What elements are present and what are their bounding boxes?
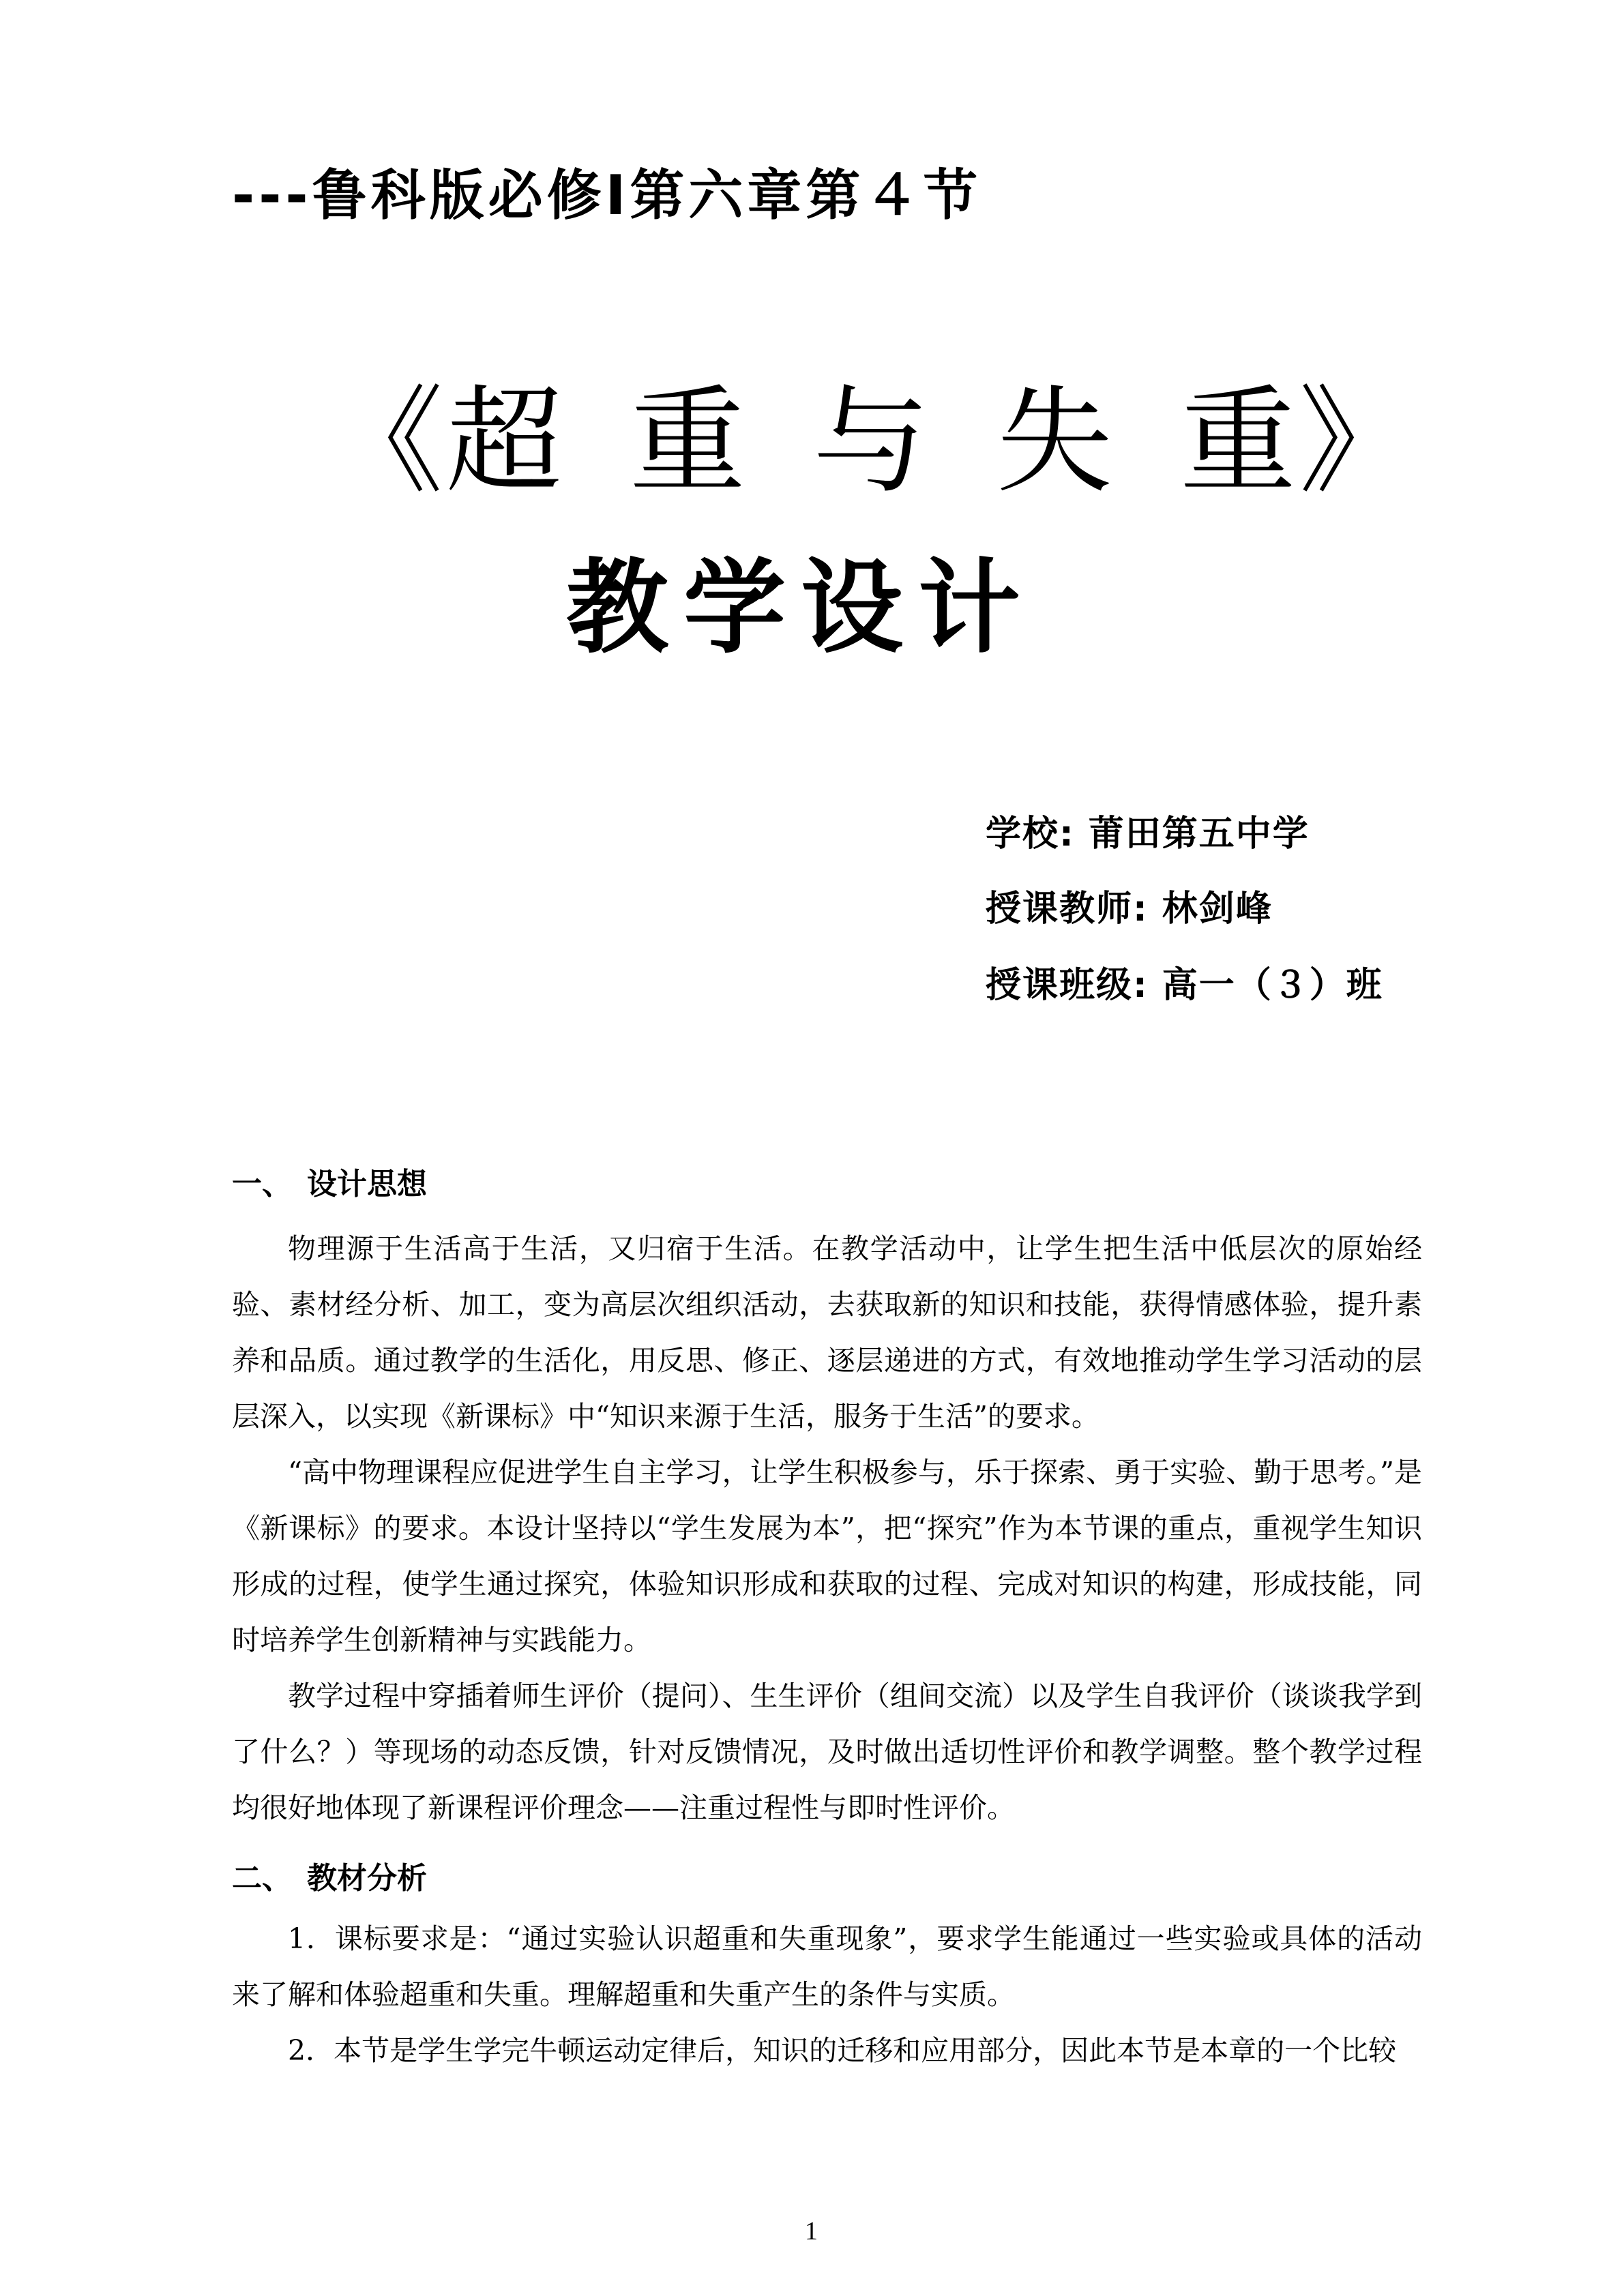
section-heading-textbook-analysis [232, 1853, 427, 1897]
section-heading-design-thinking [232, 1159, 427, 1203]
info-value: 林剑峰 [1162, 889, 1273, 929]
info-label: 授课教师: [986, 889, 1149, 929]
section-number: 一、 [232, 1167, 292, 1202]
info-value: 莆田第五中学 [1088, 814, 1310, 854]
title-char: 重 [630, 374, 749, 509]
page-number: 1 [805, 2217, 818, 2246]
info-label: 学校: [986, 814, 1075, 854]
paragraph: 1．课标要求是：“通过实验认识超重和失重现象”，要求学生能通过一些实验或具体的活动来了解和体验超重和失重。理解超重和失重产生的条件与实质。 [232, 1922, 1422, 2011]
info-label: 授课班级: [986, 965, 1149, 1006]
info-teacher [986, 880, 1273, 931]
paragraph: 2．本节是学生学完牛顿运动定律后，知识的迁移和应用部分，因此本节是本章的一个比较 [288, 2034, 1397, 2067]
info-school [986, 805, 1310, 856]
title-char: 与 [813, 374, 932, 509]
info-class [986, 956, 1383, 1007]
section-body-design-thinking [232, 1221, 1422, 1836]
section-body-textbook-analysis [232, 1911, 1422, 2078]
design-title: 教学设计 [566, 548, 1036, 668]
section-title: 设计思想 [307, 1167, 427, 1202]
paragraph: “高中物理课程应促进学生自主学习，让学生积极参与，乐于探索、勇于实验、勤于思考。”是《新课标》的要求。本设计坚持以“学生发展为本”，把“探究”作为本节课的重点，重视学生知识形成的过程，使学生通过探究，体验知识形成和获取的过程、完成对知识的构建，形成技能，同时培养学生创新精神与实践能力。 [232, 1456, 1422, 1656]
section-title: 教材分析 [307, 1861, 427, 1896]
document-title [327, 348, 1417, 515]
paragraph: 物理源于生活高于生活，又归宿于生活。在教学活动中，让学生把生活中低层次的原始经验、素材经分析、加工，变为高层次组织活动，去获取新的知识和技能，获得情感体验，提升素养和品质。通过教学的生活化，用反思、修正、逐层递进的方式，有效地推动学生学习活动的层层深入，以实现《新课标》中“知识来源于生活，服务于生活”的要求。 [232, 1232, 1422, 1433]
title-char: 重》 [1180, 374, 1418, 509]
info-value: 高一（３）班 [1162, 965, 1383, 1006]
title-char: 失 [996, 374, 1116, 509]
section-number: 二、 [232, 1861, 292, 1896]
document-subtitle: ---鲁科版必修Ⅰ第六章第４节 [232, 164, 982, 227]
paragraph: 教学过程中穿插着师生评价（提问）、生生评价（组间交流）以及学生自我评价（谈谈我学到了什么？）等现场的动态反馈，针对反馈情况，及时做出适切性评价和教学调整。整个教学过程均很好地体现了新课程评价理念——注重过程性与即时性评价。 [232, 1680, 1422, 1824]
title-char: 《超 [327, 374, 565, 509]
